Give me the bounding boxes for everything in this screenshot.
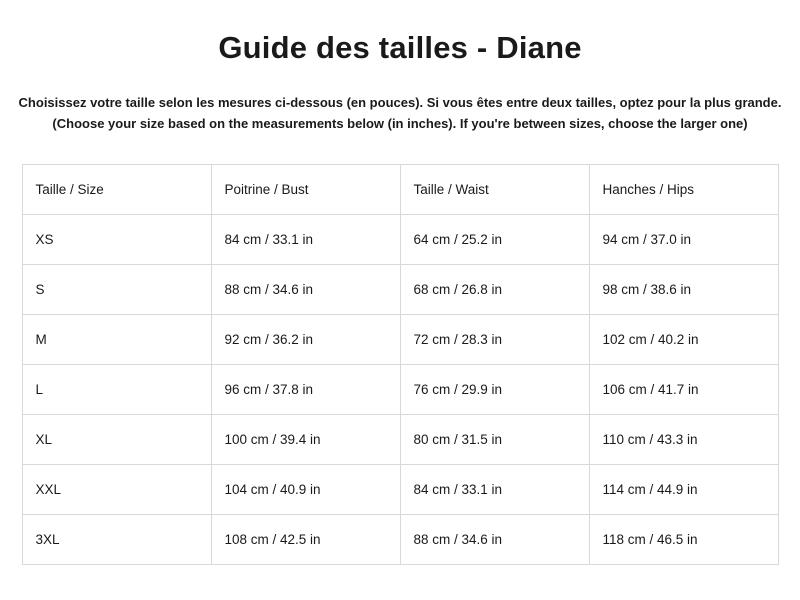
cell-waist: 84 cm / 33.1 in — [400, 465, 589, 515]
cell-waist: 68 cm / 26.8 in — [400, 265, 589, 315]
column-header-size: Taille / Size — [22, 165, 211, 215]
column-header-waist: Taille / Waist — [400, 165, 589, 215]
table-row — [22, 415, 778, 465]
cell-hips: 114 cm / 44.9 in — [589, 465, 778, 515]
table-row — [22, 315, 778, 365]
table-row — [22, 515, 778, 565]
cell-bust: 84 cm / 33.1 in — [211, 215, 400, 265]
cell-bust: 96 cm / 37.8 in — [211, 365, 400, 415]
cell-bust: 104 cm / 40.9 in — [211, 465, 400, 515]
cell-hips: 118 cm / 46.5 in — [589, 515, 778, 565]
column-header-bust: Poitrine / Bust — [211, 165, 400, 215]
cell-bust: 108 cm / 42.5 in — [211, 515, 400, 565]
cell-size: S — [22, 265, 211, 315]
cell-size: XXL — [22, 465, 211, 515]
table-header-row — [22, 165, 778, 215]
size-table — [22, 164, 779, 565]
table-row — [22, 465, 778, 515]
cell-waist: 80 cm / 31.5 in — [400, 415, 589, 465]
cell-bust: 100 cm / 39.4 in — [211, 415, 400, 465]
cell-size: XL — [22, 415, 211, 465]
cell-hips: 98 cm / 38.6 in — [589, 265, 778, 315]
table-row — [22, 215, 778, 265]
cell-size: XS — [22, 215, 211, 265]
cell-waist: 64 cm / 25.2 in — [400, 215, 589, 265]
size-guide-page — [0, 30, 800, 600]
cell-waist: 76 cm / 29.9 in — [400, 365, 589, 415]
cell-bust: 88 cm / 34.6 in — [211, 265, 400, 315]
cell-hips: 102 cm / 40.2 in — [589, 315, 778, 365]
cell-bust: 92 cm / 36.2 in — [211, 315, 400, 365]
cell-hips: 110 cm / 43.3 in — [589, 415, 778, 465]
subtitle-line-en: (Choose your size based on the measurements below (in inches). If you're between sizes, choose the larger one) — [52, 116, 748, 131]
cell-waist: 88 cm / 34.6 in — [400, 515, 589, 565]
cell-waist: 72 cm / 28.3 in — [400, 315, 589, 365]
cell-hips: 94 cm / 37.0 in — [589, 215, 778, 265]
column-header-hips: Hanches / Hips — [589, 165, 778, 215]
table-row — [22, 265, 778, 315]
subtitle-line-fr: Choisissez votre taille selon les mesures ci-dessous (en pouces). Si vous êtes entre deux tailles, optez pour la plus grande. — [18, 95, 782, 110]
cell-size: L — [22, 365, 211, 415]
subtitle — [0, 92, 800, 134]
table-row — [22, 365, 778, 415]
cell-size: M — [22, 315, 211, 365]
cell-size: 3XL — [22, 515, 211, 565]
cell-hips: 106 cm / 41.7 in — [589, 365, 778, 415]
page-title: Guide des tailles - Diane — [218, 30, 582, 65]
